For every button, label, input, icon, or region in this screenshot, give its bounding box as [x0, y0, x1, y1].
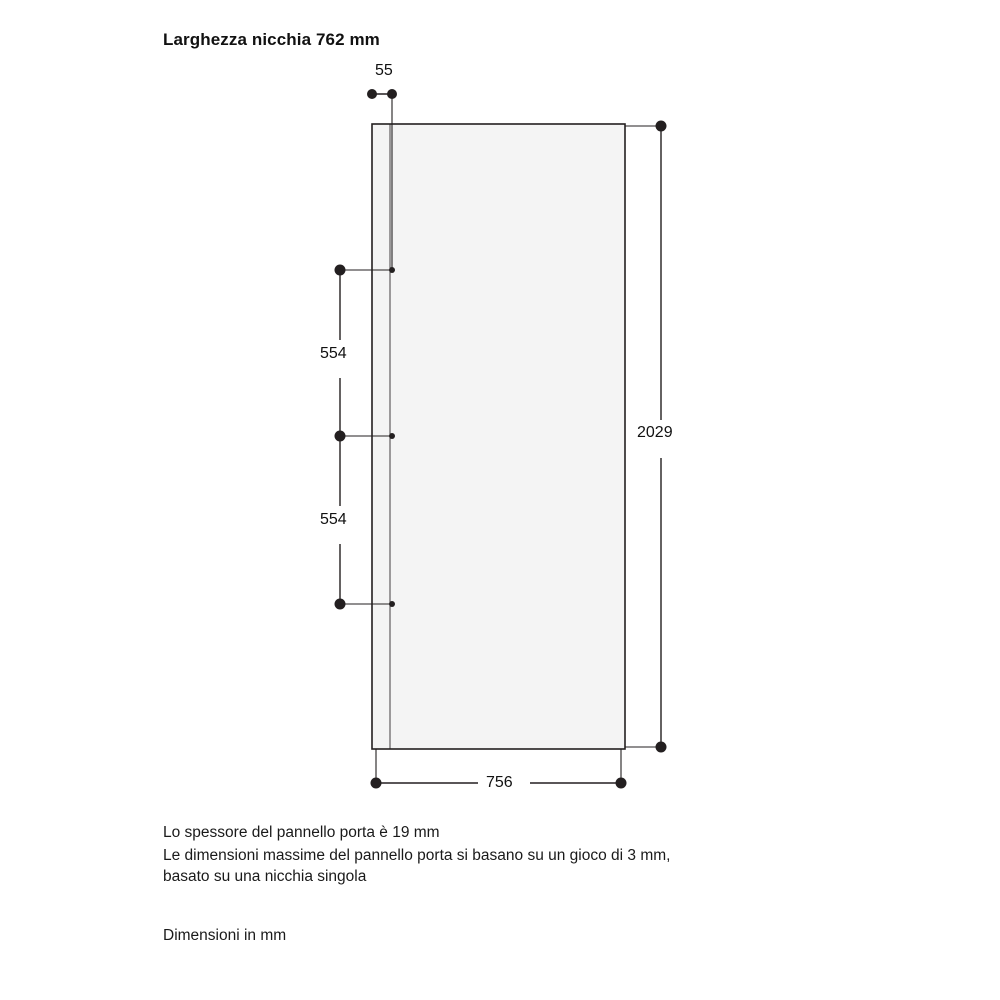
note-panel-clearance [163, 845, 670, 887]
note-panel-thickness: Lo spessore del pannello porta è 19 mm [163, 824, 440, 841]
dimension-label-55: 55 [375, 62, 393, 79]
dim-55-start-dot [367, 89, 377, 99]
note-units: Dimensioni in mm [163, 927, 287, 944]
dim-554-upper-dot-top [335, 265, 346, 276]
page-title: Larghezza nicchia 762 mm [163, 30, 380, 49]
dim-554-shared-dot-middle [335, 431, 346, 442]
dim-2029-dot-top [656, 121, 667, 132]
note-clearance-line1: Le dimensioni massime del pannello porta si basano su un gioco di 3 mm, [163, 847, 671, 864]
dimension-label-756: 756 [486, 774, 513, 791]
dimension-label-554-upper: 554 [320, 345, 347, 362]
dimension-label-554-lower: 554 [320, 511, 347, 528]
dim-756-dot-right [616, 778, 627, 789]
dim-554-lower-dot-bottom [335, 599, 346, 610]
note-clearance-line2: basato su una nicchia singola [163, 868, 367, 885]
door-panel-rect [372, 124, 625, 749]
dimension-label-2029: 2029 [637, 424, 673, 441]
dim-756-dot-left [371, 778, 382, 789]
dim-2029-dot-bottom [656, 742, 667, 753]
